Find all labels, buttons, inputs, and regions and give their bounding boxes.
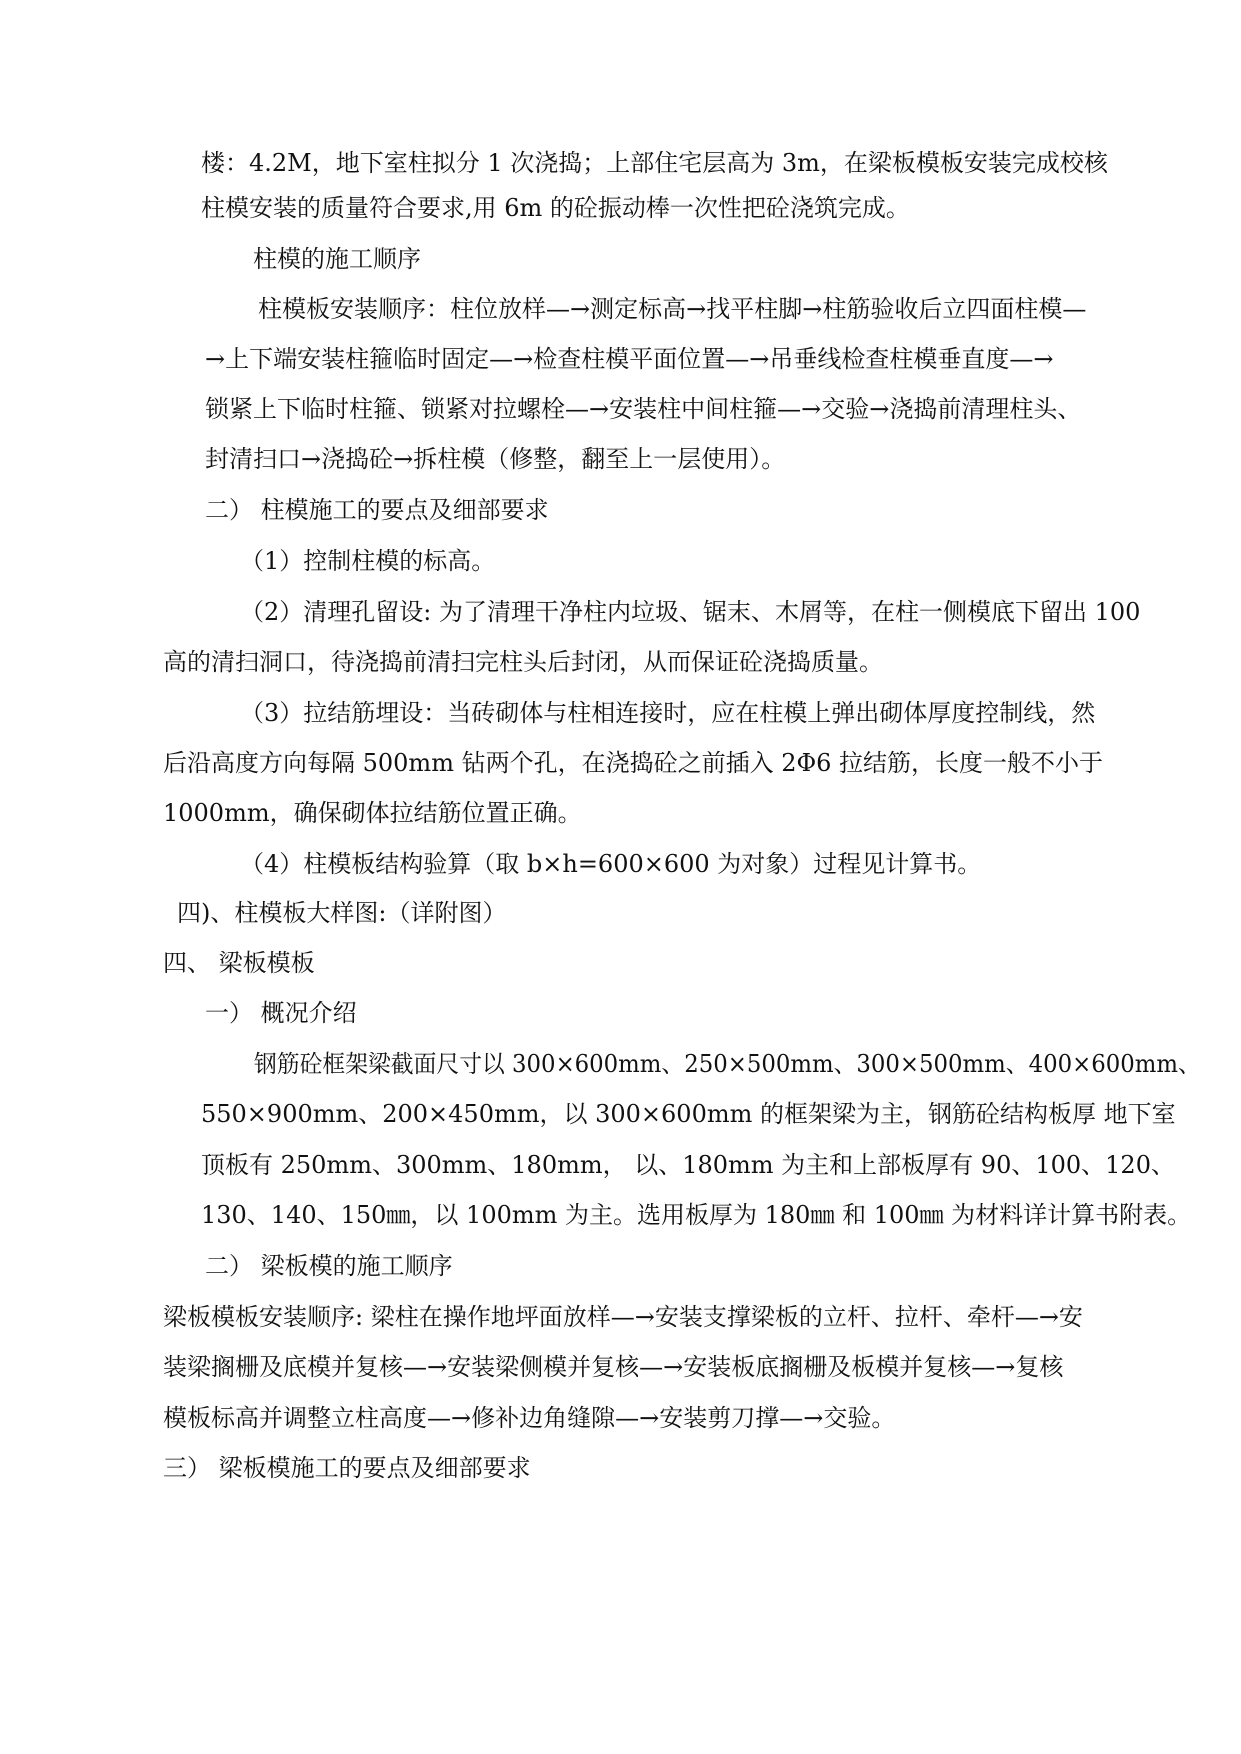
section-heading: 四)、柱模板大样图:（详附图） <box>177 899 507 927</box>
body-text-line: 柱模安装的质量符合要求,用 6m 的砼振动棒一次性把砼浇筑完成。 <box>201 194 910 222</box>
body-text-line: 柱模板安装顺序：柱位放样—→测定标高→找平柱脚→柱筋验收后立四面柱模— <box>258 295 1087 323</box>
list-item: （4）柱模板结构验算（取 b×h=600×600 为对象）过程见计算书。 <box>240 850 982 878</box>
body-text-line: 130、140、150㎜，以 100mm 为主。选用板厚为 180㎜ 和 100㎜ 为材料详计算书附表。 <box>201 1201 1192 1229</box>
body-text-line: 1000mm，确保砌体拉结筋位置正确。 <box>163 799 582 827</box>
list-item: （2）清理孔留设: 为了清理干净柱内垃圾、锯末、木屑等，在柱一侧模底下留出 100 <box>240 598 1141 626</box>
body-text-line: →上下端安装柱箍临时固定—→检查柱模平面位置—→吊垂线检查柱模垂直度—→ <box>205 345 1054 373</box>
list-item: （3）拉结筋埋设：当砖砌体与柱相连接时，应在柱模上弹出砌体厚度控制线，然 <box>240 699 1096 727</box>
section-heading: 二） 梁板模的施工顺序 <box>205 1252 453 1280</box>
body-text-line: 装梁搁栅及底模并复核—→安装梁侧模并复核—→安装板底搁栅及板模并复核—→复核 <box>163 1353 1064 1381</box>
body-text-line: 后沿高度方向每隔 500mm 钻两个孔，在浇捣砼之前插入 2Φ6 拉结筋，长度一般不小于 <box>163 749 1104 777</box>
body-text-line: 封清扫口→浇捣砼→拆柱模（修整，翻至上一层使用）。 <box>205 445 786 473</box>
section-heading: 四、 梁板模板 <box>163 949 315 977</box>
section-heading: 一） 概况介绍 <box>205 999 357 1027</box>
body-text-line: 顶板有 250mm、300mm、180mm， 以、180mm 为主和上部板厚有 90、100、120、 <box>201 1151 1175 1179</box>
body-text-line: 钢筋砼框架梁截面尺寸以 300×600mm、250×500mm、300×500mm、400×600mm、 <box>254 1050 1201 1078</box>
body-text-line: 模板标高并调整立柱高度—→修补边角缝隙—→安装剪刀撑—→交验。 <box>163 1404 896 1432</box>
list-item: （1）控制柱模的标高。 <box>240 547 496 575</box>
body-text-line: 高的清扫洞口，待浇捣前清扫完柱头后封闭，从而保证砼浇捣质量。 <box>163 648 883 676</box>
section-heading: 三） 梁板模施工的要点及细部要求 <box>163 1454 531 1482</box>
body-text-line: 楼：4.2M，地下室柱拟分 1 次浇捣；上部住宅层高为 3m，在梁板模板安装完成校核 <box>201 149 1108 177</box>
body-text-line: 550×900mm、200×450mm，以 300×600mm 的框架梁为主，钢筋砼结构板厚 地下室 <box>201 1100 1176 1128</box>
body-text-line: 梁板模板安装顺序: 梁柱在操作地坪面放样—→安装支撑梁板的立杆、拉杆、牵杆—→安 <box>163 1303 1083 1331</box>
section-heading: 二） 柱模施工的要点及细部要求 <box>205 496 549 524</box>
body-text-line: 锁紧上下临时柱箍、锁紧对拉螺栓—→安装柱中间柱箍—→交验→浇捣前清理柱头、 <box>205 395 1082 423</box>
section-heading: 柱模的施工顺序 <box>253 245 421 273</box>
